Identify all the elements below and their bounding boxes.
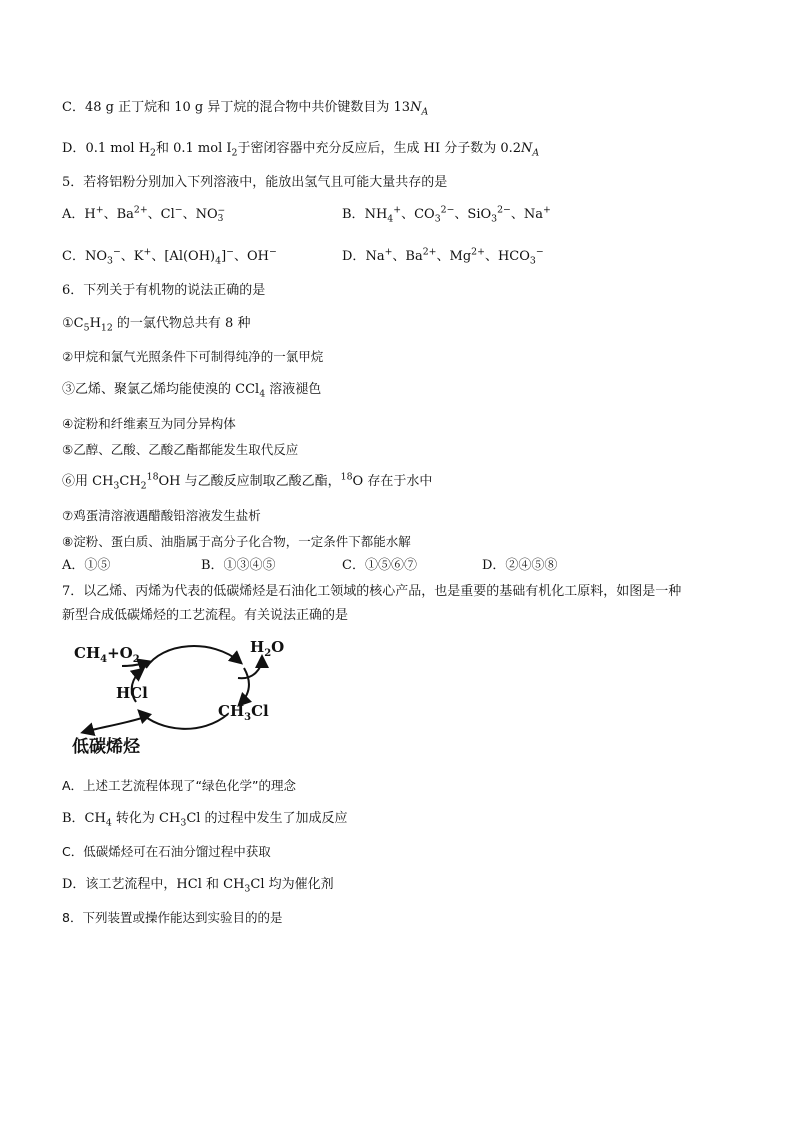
q5-option-d: D．Na+、$Ba^{2+}$、$Mg^{2+}$、$HCO_3^-$ [342,246,544,267]
q6-statement-6: ⑥用 $CH_3CH_2^{18}OH$ 与乙酸反应制取乙酸乙酯，$^{18}$O 存在于水中 [62,471,433,492]
q6-option-b: B．①③④⑤ [201,558,276,573]
q6-stem: 6．下列关于有机物的说法正确的是 [62,283,266,298]
water-arrow [238,658,262,678]
q4-option-c: C．48 g 正丁烷和 10 g 异丁烷的混合物中共价键数目为 $13N_A$ [62,100,429,118]
q6-statement-4: ④淀粉和纤维素互为同分异构体 [62,416,236,431]
q7-option-a: A．上述工艺流程体现了“绿色化学”的理念 [62,778,297,793]
q6-option-a: A．①⑤ [62,558,111,573]
q7-stem-line-1: 7．以乙烯、丙烯为代表的低碳烯烃是石油化工领域的核心产品，也是重要的基础有机化工原料，如图是一种 [62,584,682,599]
ch3cl-label: $CH_3Cl$ [218,702,269,723]
feed-label: $CH_4+O_2$ [74,644,140,665]
q4-option-d: D．0.1 mol $H_2$和 0.1 mol $I_2$于密闭容器中充分反应后，生成 HI 分子数为 $0.2N_A$ [62,141,540,159]
q7-stem-line-2: 新型合成低碳烯烃的工艺流程。有关说法正确的是 [62,608,349,623]
q8-stem: 8．下列装置或操作能达到实验目的的是 [62,910,283,925]
q6-option-c: C．①⑤⑥⑦ [342,558,417,573]
hcl-label: HCl [116,684,148,702]
water-label: $H_2O$ [250,638,285,659]
q5-option-a: A．H+、$Ba^{2+}$、Cl−、NO − 3 [62,204,226,224]
q6-statement-2: ②甲烷和氯气光照条件下可制得纯净的一氯甲烷 [62,349,324,364]
cycle-arc-right [240,668,249,704]
q5-option-b: B．$NH_4^+$、$CO_3^{2-}$、SiO$_3^{2-}$、Na+ [342,204,551,225]
q6-statement-8: ⑧淀粉、蛋白质、油脂属于高分子化合物，一定条件下都能水解 [62,534,411,549]
q6-statement-7: ⑦鸡蛋清溶液遇醋酸铅溶液发生盐析 [62,508,261,523]
q7-option-d: D．该工艺流程中，HCl 和 $CH_3Cl$ 均为催化剂 [62,877,334,895]
process-flow-diagram [62,628,294,758]
cycle-arc-top [146,646,240,668]
product-arrow [84,718,142,732]
q7-option-c: C．低碳烯烃可在石油分馏过程中获取 [62,844,271,859]
q5-option-c: C．$NO_3^-$、K+、$[Al(OH)_4]^-$、OH− [62,246,277,267]
q6-statement-3: ③乙烯、聚氯乙烯均能使溴的 CCl$_4$ 溶液褪色 [62,382,322,400]
q6-statement-5: ⑤乙醇、乙酸、乙酸乙酯都能发生取代反应 [62,442,299,457]
q5-stem: 5．若将铝粉分别加入下列溶液中，能放出氢气且可能大量共存的是 [62,175,448,190]
q6-option-d: D．②④⑤⑧ [482,558,558,573]
cycle-arc-bottom [140,712,228,729]
q7-option-b: B．$CH_4$ 转化为 $CH_3Cl$ 的过程中发生了加成反应 [62,811,348,829]
product-label: 低碳烯烃 [72,737,140,757]
q6-statement-1: $①C_5H_{12}$ 的一氯代物总共有 8 种 [62,316,251,334]
